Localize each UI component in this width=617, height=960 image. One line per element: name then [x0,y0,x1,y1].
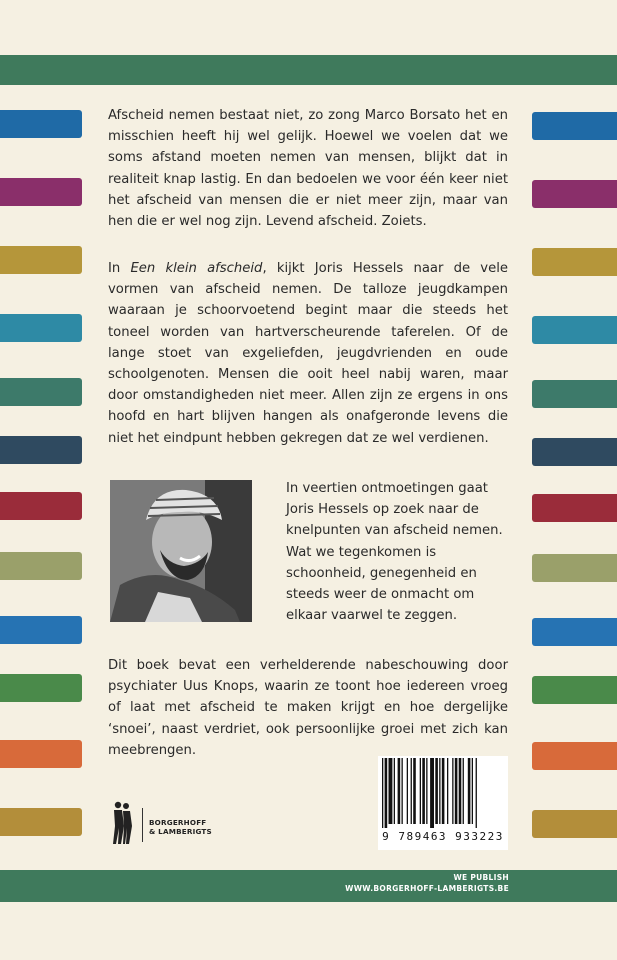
stripe-right [532,554,617,582]
isbn-number: 9 789463 933223 [382,830,504,843]
stripe-left [0,178,82,206]
stripe-right [532,676,617,704]
stripe-left [0,492,82,520]
bottom-band [0,870,617,902]
stripe-right [532,180,617,208]
stripe-right [532,316,617,344]
stripe-left [0,808,82,836]
isbn-barcode [378,756,508,850]
stripe-left [0,436,82,464]
stripe-right [532,618,617,646]
stripe-left [0,674,82,702]
stripe-right [532,438,617,466]
author-photo [110,480,252,622]
blurb-paragraph-2-intro: In [108,261,131,276]
blurb-paragraph-2-body: , kijkt Joris Hessels naar de vele vormen van afscheid nemen. De talloze jeugdkampen waaraan je schoorvoetend begint maar die steeds het toneel worden van hartverscheurende taferelen. Of de lange stoet van exgeliefden, jeugdvrienden en oude schoolgenoten. Mensen die ooit heel nabij waren, maar door omstandigheden niet meer. Allen zijn ze ergens in ons hoofd en hart blijven hangen als onafgeronde levens die niet het eindpunt hebben gekregen dat ze wel verdienen. [108,261,508,446]
top-band [0,55,617,85]
stripe-left [0,246,82,274]
stripe-left [0,552,82,580]
stripe-left [0,740,82,768]
stripe-right [532,380,617,408]
publisher-name-line-1: BORGERHOFF [149,818,207,827]
publisher-figures-icon [108,800,138,846]
footer-website-link[interactable]: WWW.BORGERHOFF-LAMBERIGTS.BE [345,884,509,893]
book-title: Een klein afscheid [130,261,263,276]
blurb-paragraph-4: Dit boek bevat een verhelderende nabeschouwing door psychiater Uus Knops, waarin ze toont hoe iedereen vroeg of laat met afscheid te maken krijgt en hoe dergelijke ‘snoei’, naast verdriet, ook persoonlijke groei met zich kan meebrengen. [108,658,508,758]
publisher-divider [142,808,143,842]
stripe-right [532,112,617,140]
stripe-right [532,248,617,276]
stripe-right [532,742,617,770]
blurb-paragraph-2 [108,258,508,449]
footer-tagline: WE PUBLISH [453,873,509,882]
stripe-left [0,378,82,406]
stripe-left [0,110,82,138]
barcode-bars [382,758,504,828]
publisher-name-line-2: & LAMBERIGTS [149,827,212,836]
stripe-left [0,314,82,342]
blurb-paragraph-3: In veertien ontmoetingen gaat Joris Hessels op zoek naar de knelpunten van afscheid nemen. Wat we tegenkomen is schoonheid, genegenheid en steeds weer de onmacht om elkaar vaarwel te zeggen. [286,481,503,624]
stripe-right [532,494,617,522]
blurb-paragraph-1: Afscheid nemen bestaat niet, zo zong Marco Borsato het en misschien heeft hij wel gelijk. Hoewel we voelen dat we soms afstand moeten nemen van mensen, blijkt dat in realiteit knap lastig. En dan bedoelen we voor één keer niet het afscheid van mensen die er niet meer zijn, maar van hen die er wel nog zijn. Levend afscheid. Zoiets. [108,108,508,230]
stripe-right [532,810,617,838]
stripe-left [0,616,82,644]
